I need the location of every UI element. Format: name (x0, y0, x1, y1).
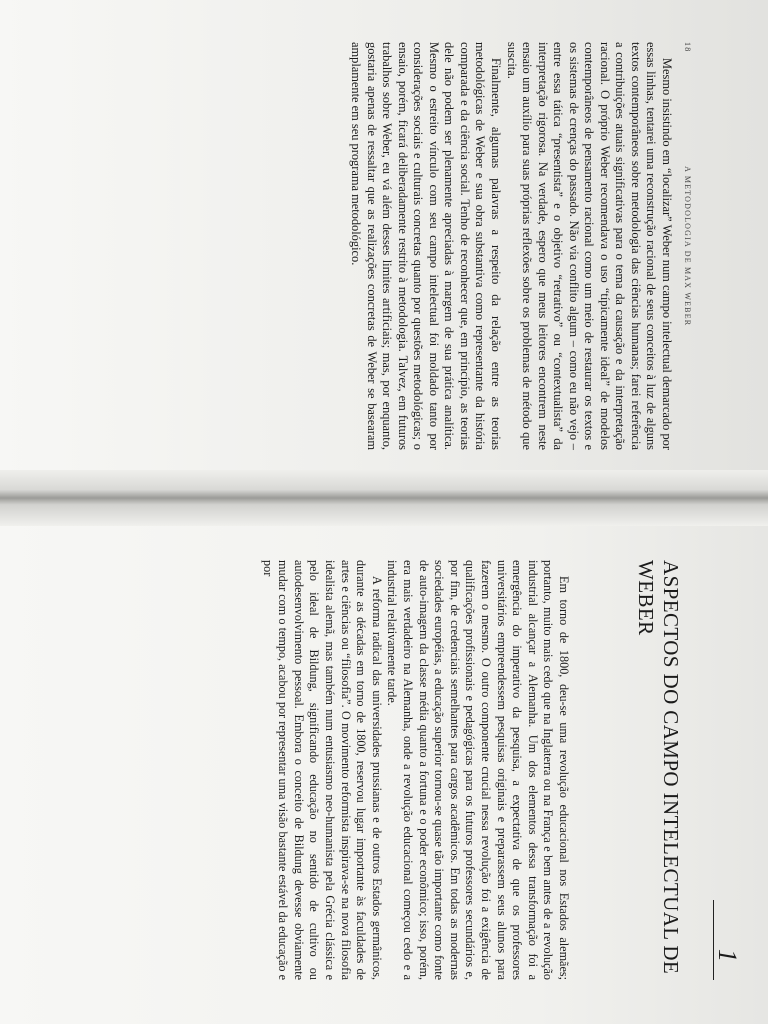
running-head (683, 42, 692, 450)
book-gutter (0, 470, 768, 526)
page-number: 18 (683, 42, 692, 53)
running-head-title: A METODOLOGIA DE MAX WEBER (683, 166, 692, 327)
chapter-number: 1 (713, 949, 742, 962)
chapter-title: ASPECTOS DO CAMPO INTELECTUAL DE WEBER (634, 560, 683, 975)
chapter-rule (713, 900, 714, 980)
paragraph: A reforma radical das universidades prussianas e de outros Estados germânicos, durante as décadas em torno de 1800, reservou lugar importante às faculdades de artes e ciências ou “filosofia”. O movimento reformista inspirava-se na nova filosofia idealista alemã, mas também num entusiasmo neo-humanista pela Grécia clássica e pelo ideal de Bildung, significando educação no sentido de cultivo ou autodesenvolvimento pessoal. Embora o conceito de Bildung devesse obviamente mudar com o tempo, acabou por representar uma visão bastante estável da educação e por (260, 560, 384, 980)
paragraph: Em torno de 1800, deu-se uma revolução educacional nos Estados alemães; portanto, muito mais cedo que na Inglaterra ou na França e bem antes de a revolução industrial alcançar a Alemanha. Um dos elementos dessa transformação foi a emergência do imperativo da pesquisa, a expectativa de que os professores universitários empreendessem pesquisas originais e preparassem seus alunos para fazerem o mesmo. O outro componente crucial nessa revolução foi a exigência de qualificações profissionais e pedagógicas para os futuros professores secundários e, por fim, de credenciais semelhantes para cargos acadêmicos. Em todas as modernas sociedades européias, a educação superior tornou-se quase tão importante como fonte de auto-imagem da classe média quanto a fortuna e o poder econômico; isso, porém, era mais verdadeiro na Alemanha, onde a revolução educacional começou cedo e a industrial relativamente tarde. (385, 560, 571, 980)
paragraph: Mesmo insistindo em “localizar” Weber num campo intelectual demarcado por essas linhas, tentarei uma reconstrução racional de seus conceitos à luz de alguns textos contemporâneos sobre metodologia das ciências humanas; farei referência a contribuições atuais significativas para o tema da causação e da interpretação racional. O próprio Weber recomendava o uso “típicamente ideal” de modelos contemporâneos de pensamento racional como um meio de restaurar os textos e os sistemas de crenças do passado. Não via conflito algum – como eu não vejo – entre essa tática “presentista” e o objetivo “retrativo” ou “contextualista” da interpretação rigorosa. Na verdade, espero que meus leitores encontrem neste ensaio um auxílio para suas próprias reflexões sobre os problemas de método que suscita. (504, 42, 674, 450)
right-page (42, 560, 742, 980)
left-page (300, 42, 692, 450)
paragraph: Finalmente, algumas palavras a respeito da relação entre as teorias metodológicas de Weber e sua obra substantiva como representante da história comparada e da ciência social. Tenho de reconhecer que, em princípio, as teorias dele não podem ser plenamente apreciadas à margem de sua prática analítica. Mesmo o estreito vínculo com seu campo intelectual foi moldado tanto por considerações sociais e culturais concretas quanto por questões metodológicas; o ensaio, porém, ficará deliberadamente restrito à metodologia. Talvez, em futuros trabalhos sobre Weber, eu vá além desses limites artificiais; mas, por enquanto, gostaria apenas de ressaltar que as realizações concretas de Weber se basearam amplamente em seu programa metodológico. (349, 42, 503, 450)
